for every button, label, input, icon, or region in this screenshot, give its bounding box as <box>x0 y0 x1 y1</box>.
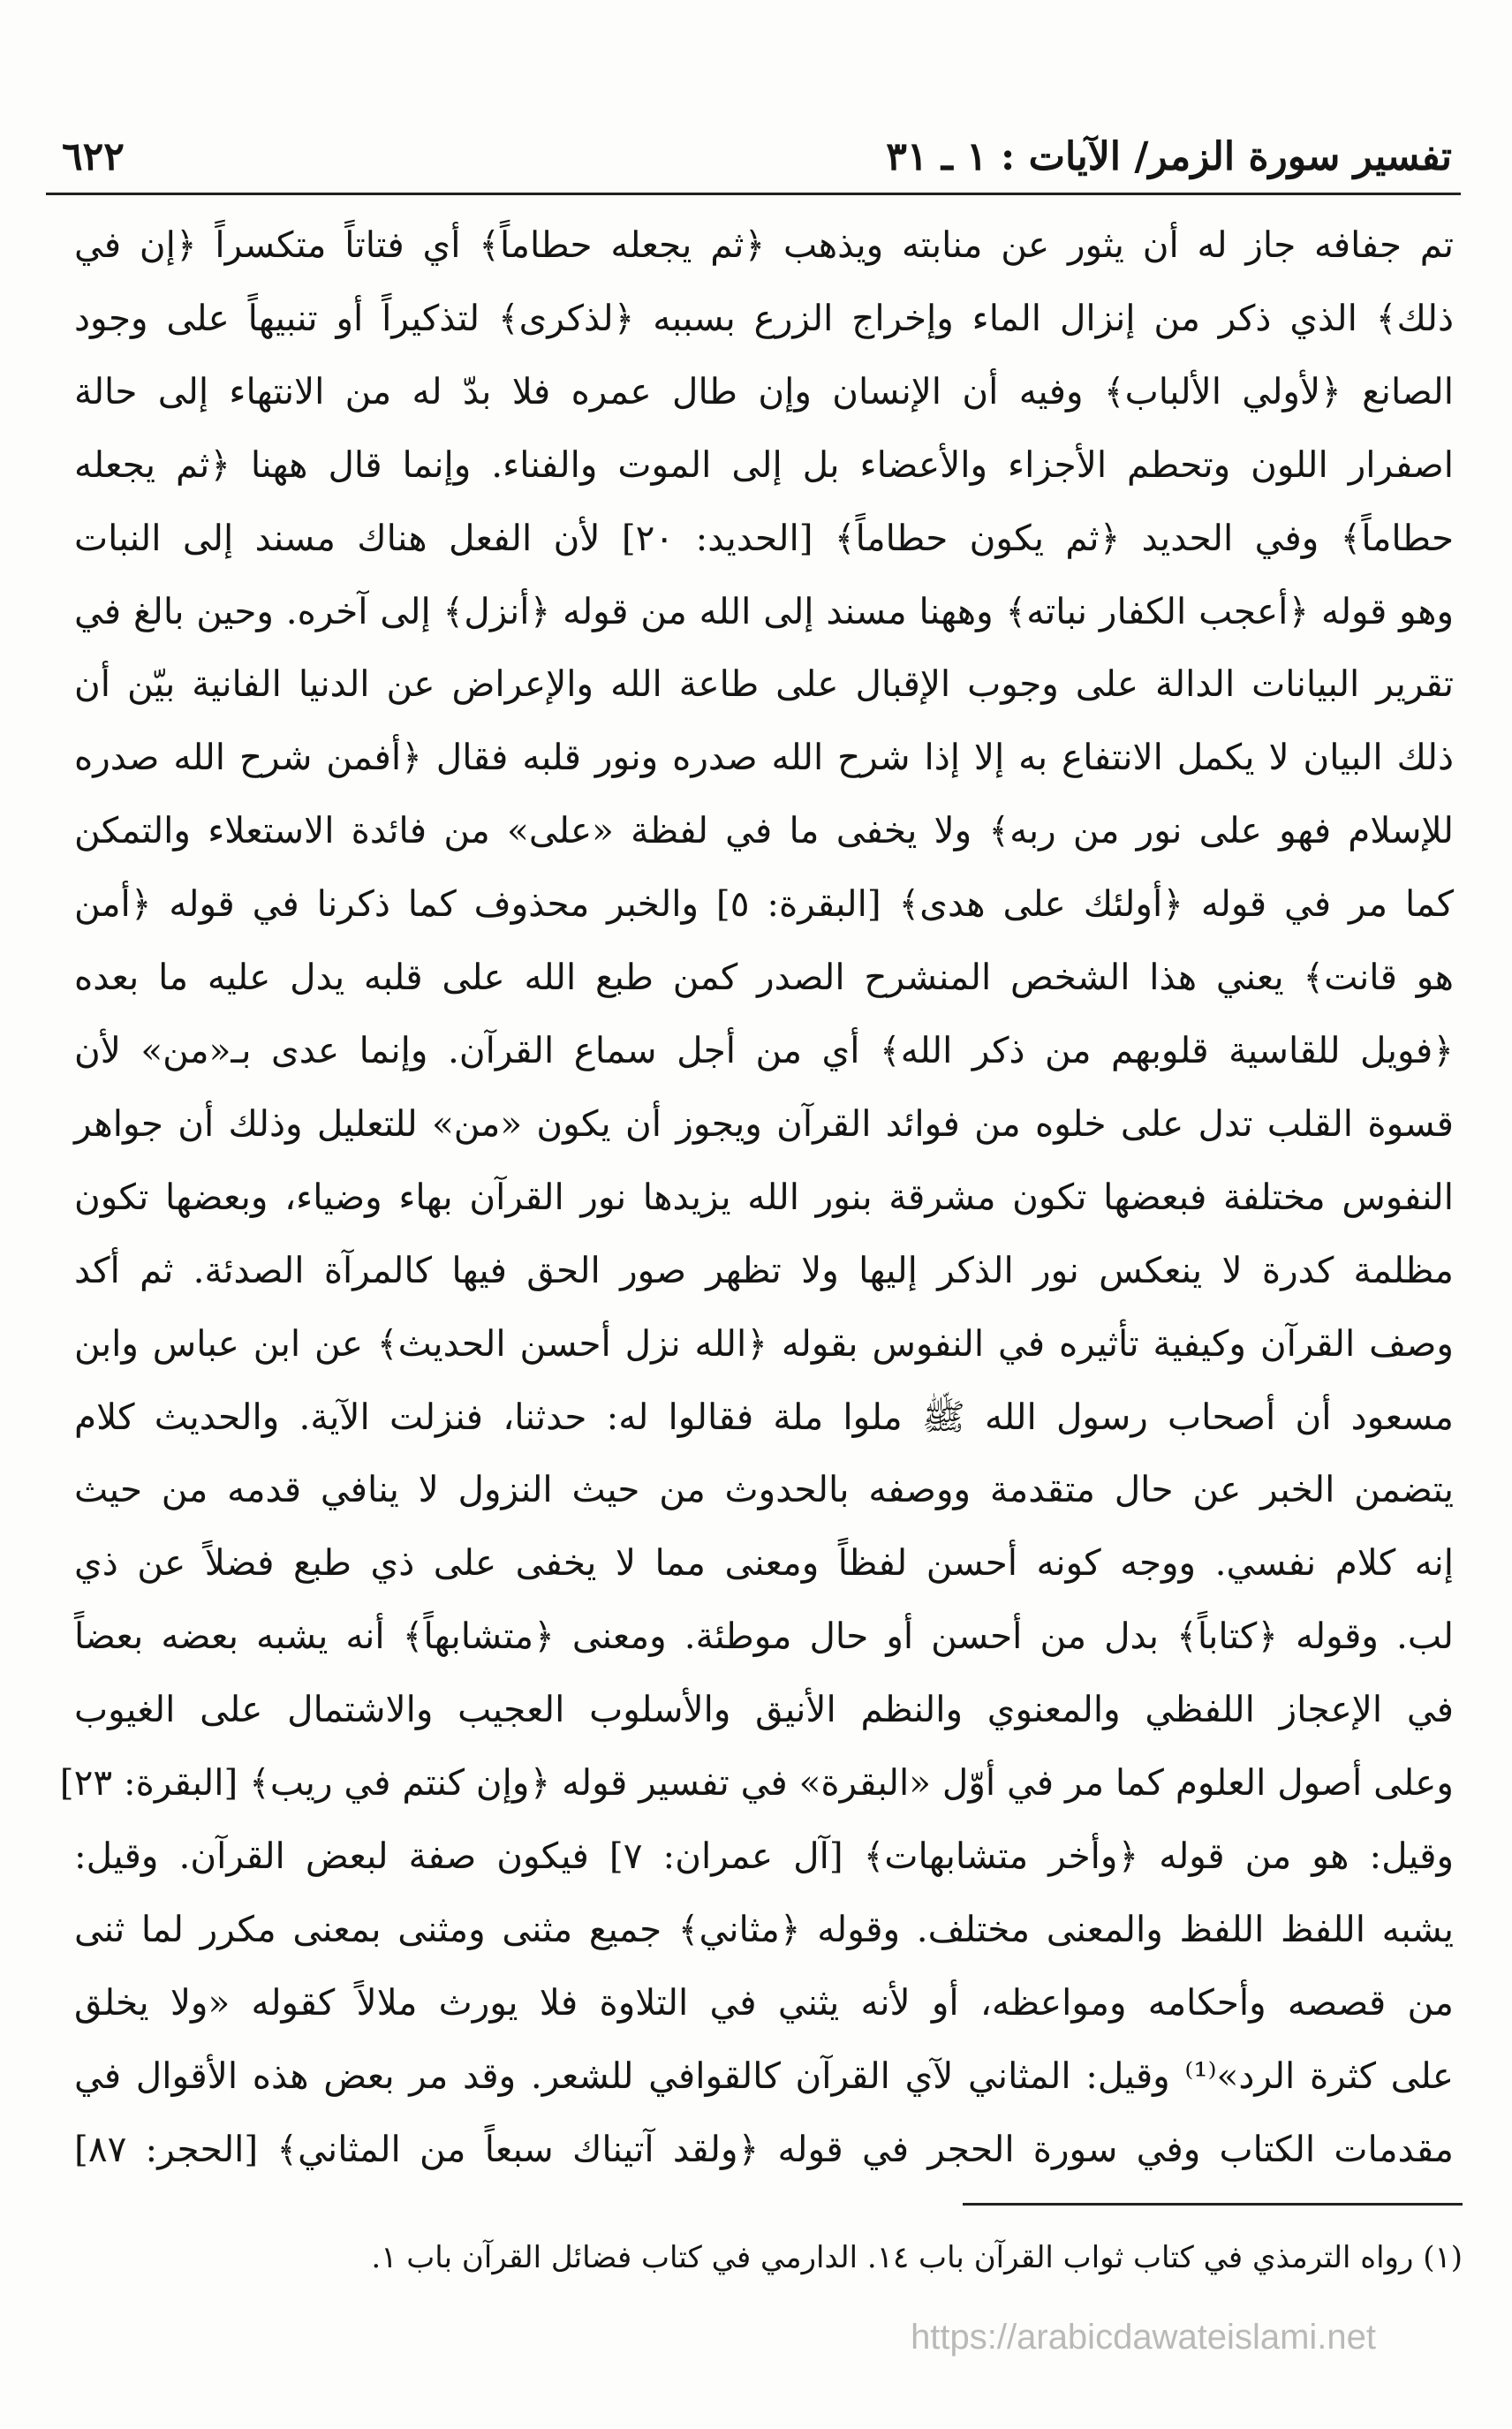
body-line: من قصصه وأحكامه ومواعظه، أو لأنه يثني في التلاوة فلا يورث ملالاً كقوله «ولا يخلق <box>74 1980 1454 2024</box>
page-number: ٦٢٢ <box>62 133 125 179</box>
body-line: يشبه اللفظ اللفظ والمعنى مختلف. وقوله ﴿مثاني﴾ جميع مثنى ومثنى بمعنى مكرر لما ثنى <box>74 1907 1454 1950</box>
body-line: حطاماً﴾ وفي الحديد ﴿ثم يكون حطاماً﴾ [الحديد: ٢٠] لأن الفعل هناك مسند إلى النبات <box>74 516 1454 559</box>
watermark-url: https://arabicdawateislami.net <box>911 2318 1376 2357</box>
body-line: في الإعجاز اللفظي والمعنوي والنظم الأنيق والأسلوب العجيب والاشتمال على الغيوب <box>74 1688 1454 1731</box>
body-line: النفوس مختلفة فبعضها تكون مشرقة بنور الله يزيدها نور القرآن بهاء وضياء، وبعضها تكون <box>74 1175 1454 1218</box>
body-line: كما مر في قوله ﴿أولئك على هدى﴾ [البقرة: ٥] والخبر محذوف كما ذكرنا في قوله ﴿أمن <box>74 882 1454 926</box>
body-line: مظلمة كدرة لا ينعكس نور الذكر إليها ولا تظهر صور الحق فيها كالمرآة الصدئة. ثم أكد <box>74 1248 1454 1291</box>
body-line: هو قانت﴾ يعني هذا الشخص المنشرح الصدر كمن طبع الله على قلبه يدل عليه ما بعده <box>74 956 1454 999</box>
body-line: ﴿فويل للقاسية قلوبهم من ذكر الله﴾ أي من أجل سماع القرآن. وإنما عدى بـ«من» لأن <box>74 1028 1454 1071</box>
body-line: ذلك﴾ الذي ذكر من إنزال الماء وإخراج الزرع بسببه ﴿لذكرى﴾ لتذكيراً أو تنبيهاً على وجود <box>74 296 1454 339</box>
body-line: وهو قوله ﴿أعجب الكفار نباته﴾ وههنا مسند إلى الله من قوله ﴿أنزل﴾ إلى آخره. وحين بالغ في <box>74 589 1454 632</box>
page-header <box>62 125 1452 187</box>
body-text <box>59 208 1454 2170</box>
footnote-rule <box>963 2203 1463 2206</box>
body-line: مسعود أن أصحاب رسول الله ﷺ ملوا ملة فقالوا له: حدثنا، فنزلت الآية. والحديث كلام <box>74 1395 1454 1438</box>
footnote: (١) رواه الترمذي في كتاب ثواب القرآن باب ١٤. الدارمي في كتاب فضائل القرآن باب ١. <box>371 2240 1463 2275</box>
body-line: إنه كلام نفسي. ووجه كونه أحسن لفظاً ومعنى مما لا يخفى على ذي طبع فضلاً عن ذي <box>74 1541 1454 1585</box>
body-line: لب. وقوله ﴿كتاباً﴾ بدل من أحسن أو حال موطئة. ومعنى ﴿متشابهاً﴾ أنه يشبه بعضه بعضاً <box>74 1615 1454 1658</box>
body-line: مقدمات الكتاب وفي سورة الحجر في قوله ﴿ولقد آتيناك سبعاً من المثاني﴾ [الحجر: ٨٧] <box>74 2127 1454 2170</box>
body-line: يتضمن الخبر عن حال متقدمة ووصفه بالحدوث من حيث النزول لا ينافي قدمه من حيث <box>74 1468 1454 1511</box>
body-line: تم جفافه جاز له أن يثور عن منابته ويذهب ﴿ثم يجعله حطاماً﴾ أي فتاتاً متكسراً ﴿إن في <box>74 223 1454 266</box>
body-line: للإسلام فهو على نور من ربه﴾ ولا يخفى ما في لفظة «على» من فائدة الاستعلاء والتمكن <box>74 809 1454 852</box>
body-line: قسوة القلب تدل على خلوه من فوائد القرآن ويجوز أن يكون «من» للتعليل وذلك أن جواهر <box>74 1101 1454 1145</box>
header-rule <box>46 193 1461 195</box>
running-title: تفسير سورة الزمر/ الآيات : ١ ـ ٣١ <box>886 133 1452 179</box>
body-line: الصانع ﴿لأولي الألباب﴾ وفيه أن الإنسان وإن طال عمره فلا بدّ له من الانتهاء إلى حالة <box>74 369 1454 412</box>
body-line: اصفرار اللون وتحطم الأجزاء والأعضاء بل إلى الموت والفناء. وإنما قال ههنا ﴿ثم يجعله <box>74 443 1454 486</box>
body-line: تقرير البيانات الدالة على وجوب الإقبال على طاعة الله والإعراض عن الدنيا الفانية بيّن أن <box>74 662 1454 706</box>
body-line: على كثرة الرد»⁽¹⁾ وقيل: المثاني لآي القرآن كالقوافي للشعر. وقد مر بعض هذه الأقوال في <box>74 2054 1454 2097</box>
body-line: وصف القرآن وكيفية تأثيره في النفوس بقوله ﴿الله نزل أحسن الحديث﴾ عن ابن عباس وابن <box>74 1321 1454 1365</box>
body-line: ذلك البيان لا يكمل الانتفاع به إلا إذا شرح الله صدره ونور قلبه فقال ﴿أفمن شرح الله صدره <box>74 736 1454 779</box>
body-line: وعلى أصول العلوم كما مر في أوّل «البقرة» في تفسير قوله ﴿وإن كنتم في ريب﴾ [البقرة: ٢٣] <box>59 1761 1454 1805</box>
body-line: وقيل: هو من قوله ﴿وأخر متشابهات﴾ [آل عمران: ٧] فيكون صفة لبعض القرآن. وقيل: <box>74 1834 1454 1877</box>
